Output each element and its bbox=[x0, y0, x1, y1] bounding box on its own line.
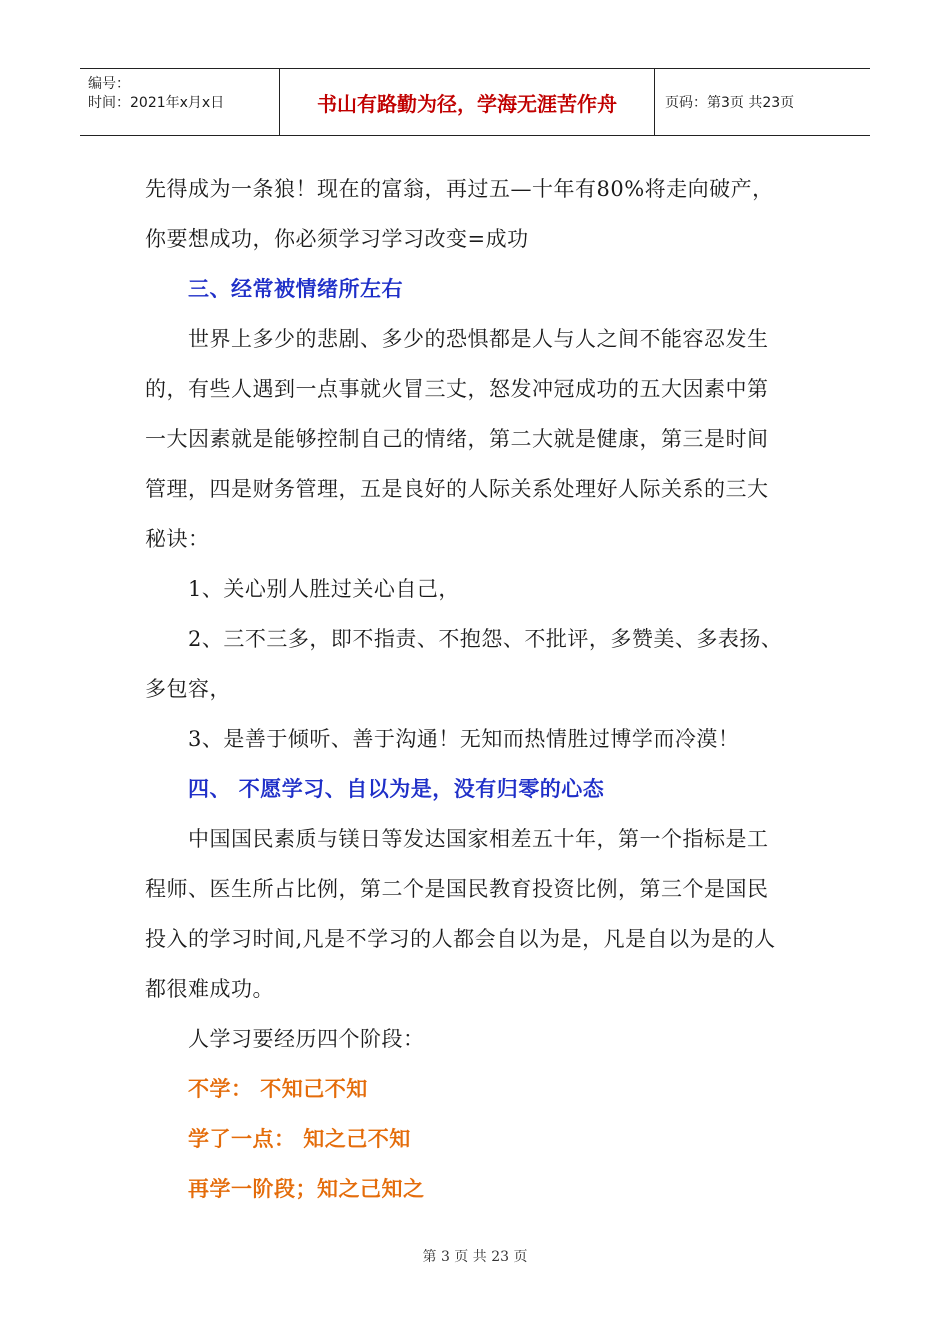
body-text-line: 人学习要经历四个阶段： bbox=[188, 1027, 425, 1051]
document-number-label: 编号： bbox=[88, 76, 130, 92]
document-body bbox=[145, 164, 805, 1214]
body-text-line: 3、是善于倾听、善于沟通！无知而热情胜过博学而冷漠！ bbox=[188, 727, 740, 751]
section-heading: 四、 不愿学习、自以为是，没有归零的心态 bbox=[188, 776, 605, 801]
header-meta bbox=[80, 69, 280, 135]
body-text-line: 投入的学习时间,凡是不学习的人都会自以为是，凡是自以为是的人 bbox=[145, 927, 776, 951]
body-text-line: 管理，四是财务管理，五是良好的人际关系处理好人际关系的三大 bbox=[145, 477, 769, 501]
section-heading: 再学一阶段；知之己知之 bbox=[188, 1176, 425, 1201]
body-text-line: 秘诀： bbox=[145, 527, 210, 551]
body-text-line: 多包容， bbox=[145, 677, 231, 701]
body-text-line: 世界上多少的悲剧、多少的恐惧都是人与人之间不能容忍发生 bbox=[188, 327, 769, 351]
body-text-line: 中国国民素质与镁日等发达国家相差五十年，第一个指标是工 bbox=[188, 827, 769, 851]
body-text-line: 一大因素就是能够控制自己的情绪，第二大就是健康，第三是时间 bbox=[145, 427, 769, 451]
page-footer: 第 3 页 共 23 页 bbox=[422, 1249, 528, 1265]
header-motto: 书山有路勤为径，学海无涯苦作舟 bbox=[280, 69, 655, 135]
section-heading: 不学： 不知己不知 bbox=[188, 1076, 368, 1101]
header-page-info: 页码：第3页 共23页 bbox=[665, 95, 795, 111]
body-text-line: 的，有些人遇到一点事就火冒三丈，怒发冲冠成功的五大因素中第 bbox=[145, 377, 769, 401]
section-heading: 学了一点： 知之己不知 bbox=[188, 1126, 411, 1151]
body-text-line: 程师、医生所占比例，第二个是国民教育投资比例，第三个是国民 bbox=[145, 877, 769, 901]
body-text-line: 1、关心别人胜过关心自己， bbox=[188, 577, 460, 601]
body-text-line: 都很难成功。 bbox=[145, 977, 274, 1001]
body-text-line: 先得成为一条狼！现在的富翁，再过五—十年有80%将走向破产， bbox=[145, 177, 774, 201]
body-text-line: 你要想成功，你必须学习学习改变=成功 bbox=[145, 227, 529, 251]
section-heading: 三、经常被情绪所左右 bbox=[188, 276, 403, 301]
document-date-label: 时间：2021年x月x日 bbox=[88, 95, 225, 111]
body-text-line: 2、三不三多，即不指责、不抱怨、不批评，多赞美、多表扬、 bbox=[188, 627, 783, 651]
page-header bbox=[80, 68, 870, 136]
